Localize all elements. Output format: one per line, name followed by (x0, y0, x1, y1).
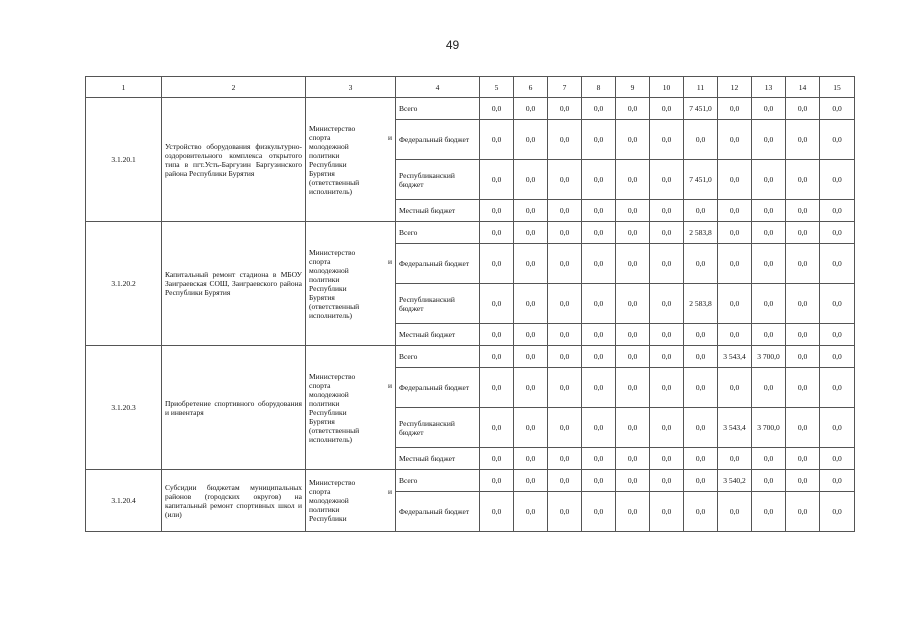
org-line (309, 381, 392, 390)
value-cell: 0,0 (820, 284, 855, 324)
funding-source: Всего (396, 98, 480, 120)
value-cell: 0,0 (718, 200, 752, 222)
org-line: (ответственный (309, 425, 360, 435)
value-cell: 3 543,4 (718, 346, 752, 368)
value-cell: 0,0 (752, 200, 786, 222)
org-line: Бурятия (309, 416, 335, 426)
value-cell: 0,0 (718, 492, 752, 532)
value-cell: 0,0 (548, 324, 582, 346)
org-line: (ответственный (309, 301, 360, 311)
funding-source: Всего (396, 346, 480, 368)
value-cell: 0,0 (480, 244, 514, 284)
value-cell: 0,0 (718, 98, 752, 120)
org-line: политики (309, 398, 340, 408)
value-cell: 0,0 (548, 244, 582, 284)
value-cell: 0,0 (582, 284, 616, 324)
funding-source: Республиканский бюджет (396, 408, 480, 448)
value-cell: 0,0 (480, 368, 514, 408)
value-cell: 0,0 (480, 120, 514, 160)
value-cell: 0,0 (650, 492, 684, 532)
value-cell: 0,0 (820, 368, 855, 408)
column-header: 3 (306, 77, 396, 98)
value-cell: 0,0 (616, 244, 650, 284)
value-cell: 0,0 (684, 120, 718, 160)
value-cell: 0,0 (752, 222, 786, 244)
value-cell: 0,0 (718, 448, 752, 470)
value-cell: 0,0 (786, 160, 820, 200)
column-header: 13 (752, 77, 786, 98)
org-word: и (387, 487, 392, 496)
value-cell: 0,0 (548, 346, 582, 368)
value-cell: 0,0 (480, 200, 514, 222)
org-line: исполнитель) (309, 310, 353, 320)
org-line: Бурятия (309, 168, 335, 178)
value-cell: 0,0 (514, 244, 548, 284)
value-cell: 0,0 (684, 200, 718, 222)
funding-source: Федеральный бюджет (396, 492, 480, 532)
row-code: 3.1.20.2 (86, 222, 162, 346)
org-line: политики (309, 150, 340, 160)
column-header: 1 (86, 77, 162, 98)
value-cell: 0,0 (616, 368, 650, 408)
funding-source: Местный бюджет (396, 324, 480, 346)
org-line: Республики (309, 514, 347, 523)
org-word: спорта (309, 380, 331, 390)
value-cell: 0,0 (786, 346, 820, 368)
value-cell: 0,0 (616, 448, 650, 470)
column-header: 12 (718, 77, 752, 98)
value-cell: 0,0 (514, 98, 548, 120)
value-cell: 0,0 (786, 222, 820, 244)
value-cell: 0,0 (650, 98, 684, 120)
org-line: молодежной (309, 496, 349, 505)
value-cell: 0,0 (650, 120, 684, 160)
value-cell: 0,0 (514, 222, 548, 244)
value-cell: 0,0 (650, 324, 684, 346)
org-line: исполнитель) (309, 186, 353, 196)
value-cell: 0,0 (616, 324, 650, 346)
value-cell: 0,0 (684, 244, 718, 284)
org-line: молодежной (309, 265, 349, 275)
value-cell: 0,0 (616, 408, 650, 448)
row-organization (306, 222, 396, 346)
header-row (86, 77, 855, 98)
org-line (309, 487, 392, 496)
value-cell: 0,0 (820, 244, 855, 284)
value-cell: 0,0 (480, 346, 514, 368)
value-cell: 0,0 (548, 368, 582, 408)
value-cell: 0,0 (752, 368, 786, 408)
value-cell: 0,0 (752, 492, 786, 532)
column-header: 11 (684, 77, 718, 98)
value-cell: 0,0 (514, 448, 548, 470)
value-cell: 0,0 (820, 492, 855, 532)
org-line: молодежной (309, 141, 349, 151)
value-cell: 0,0 (718, 222, 752, 244)
value-cell: 0,0 (514, 284, 548, 324)
org-line: (ответственный (309, 177, 360, 187)
value-cell: 0,0 (514, 160, 548, 200)
value-cell: 0,0 (582, 244, 616, 284)
value-cell: 0,0 (820, 346, 855, 368)
org-line: Республики (309, 283, 347, 293)
value-cell: 0,0 (582, 120, 616, 160)
table-row (86, 98, 855, 120)
value-cell: 0,0 (514, 492, 548, 532)
value-cell: 0,0 (514, 368, 548, 408)
value-cell: 0,0 (650, 346, 684, 368)
value-cell: 0,0 (684, 408, 718, 448)
column-header: 4 (396, 77, 480, 98)
row-name: Устройство оборудования физкультурно-оздоровительного комплекса открытого типа в пгт.Усть-Баргузин Баргузинского района Республики Бурятия (162, 98, 306, 222)
column-header: 2 (162, 77, 306, 98)
org-line: исполнитель) (309, 434, 353, 444)
value-cell: 0,0 (514, 120, 548, 160)
value-cell: 0,0 (650, 284, 684, 324)
row-name: Капитальный ремонт стадиона в МБОУ Заиграевская СОШ, Заиграевского района Республики Бурятия (162, 222, 306, 346)
org-line (309, 133, 392, 142)
row-organization (306, 98, 396, 222)
org-line: Министерство (309, 371, 356, 381)
value-cell: 0,0 (514, 408, 548, 448)
funding-source: Республиканский бюджет (396, 284, 480, 324)
value-cell: 0,0 (548, 200, 582, 222)
row-code: 3.1.20.3 (86, 346, 162, 470)
value-cell: 0,0 (616, 98, 650, 120)
value-cell: 0,0 (684, 346, 718, 368)
value-cell: 0,0 (718, 284, 752, 324)
value-cell: 0,0 (820, 324, 855, 346)
budget-table (85, 76, 855, 532)
row-code: 3.1.20.1 (86, 98, 162, 222)
value-cell: 0,0 (582, 470, 616, 492)
value-cell: 0,0 (480, 492, 514, 532)
value-cell: 3 700,0 (752, 408, 786, 448)
value-cell: 0,0 (684, 448, 718, 470)
value-cell: 0,0 (582, 222, 616, 244)
org-word: спорта (309, 487, 331, 496)
value-cell: 0,0 (820, 120, 855, 160)
row-name: Субсидии бюджетам муниципальных районов (городских округов) на капитальный ремонт спортивных школ и (или) (162, 470, 306, 532)
value-cell: 0,0 (786, 284, 820, 324)
value-cell: 0,0 (752, 470, 786, 492)
value-cell: 0,0 (684, 492, 718, 532)
value-cell: 0,0 (786, 324, 820, 346)
org-line: молодежной (309, 389, 349, 399)
org-word: и (387, 132, 392, 142)
org-line (309, 257, 392, 266)
value-cell: 0,0 (582, 200, 616, 222)
value-cell: 0,0 (548, 98, 582, 120)
value-cell: 0,0 (514, 200, 548, 222)
org-line: Бурятия (309, 292, 335, 302)
value-cell: 0,0 (820, 160, 855, 200)
value-cell: 0,0 (752, 244, 786, 284)
table-row (86, 222, 855, 244)
org-line: Республики (309, 159, 347, 169)
value-cell: 0,0 (616, 470, 650, 492)
value-cell: 0,0 (514, 470, 548, 492)
value-cell: 0,0 (616, 222, 650, 244)
value-cell: 0,0 (820, 98, 855, 120)
value-cell: 0,0 (616, 492, 650, 532)
value-cell: 0,0 (616, 346, 650, 368)
value-cell: 0,0 (752, 160, 786, 200)
org-line: Министерство (309, 123, 356, 133)
value-cell: 0,0 (820, 200, 855, 222)
funding-source: Федеральный бюджет (396, 120, 480, 160)
org-line: Министерство (309, 247, 356, 257)
funding-source: Местный бюджет (396, 448, 480, 470)
value-cell: 0,0 (548, 284, 582, 324)
funding-source: Местный бюджет (396, 200, 480, 222)
column-header: 9 (616, 77, 650, 98)
table-body (86, 77, 855, 532)
value-cell: 0,0 (480, 222, 514, 244)
value-cell: 0,0 (480, 324, 514, 346)
value-cell: 0,0 (480, 408, 514, 448)
value-cell: 2 583,8 (684, 284, 718, 324)
column-header: 5 (480, 77, 514, 98)
funding-source: Федеральный бюджет (396, 368, 480, 408)
value-cell: 0,0 (786, 492, 820, 532)
value-cell: 0,0 (582, 324, 616, 346)
column-header: 14 (786, 77, 820, 98)
column-header: 8 (582, 77, 616, 98)
value-cell: 0,0 (480, 160, 514, 200)
row-name: Приобретение спортивного оборудования и инвентаря (162, 346, 306, 470)
value-cell: 0,0 (514, 346, 548, 368)
org-word: и (387, 380, 392, 390)
value-cell: 0,0 (582, 346, 616, 368)
funding-source: Всего (396, 222, 480, 244)
value-cell: 0,0 (820, 408, 855, 448)
value-cell: 0,0 (718, 244, 752, 284)
org-word: и (387, 256, 392, 266)
value-cell: 0,0 (548, 160, 582, 200)
value-cell: 0,0 (820, 448, 855, 470)
value-cell: 0,0 (480, 470, 514, 492)
value-cell: 0,0 (820, 470, 855, 492)
value-cell: 0,0 (548, 120, 582, 160)
value-cell: 0,0 (684, 470, 718, 492)
row-organization (306, 470, 396, 532)
value-cell: 0,0 (718, 120, 752, 160)
value-cell: 0,0 (582, 98, 616, 120)
value-cell: 3 700,0 (752, 346, 786, 368)
value-cell: 0,0 (650, 470, 684, 492)
value-cell: 0,0 (786, 200, 820, 222)
funding-source: Федеральный бюджет (396, 244, 480, 284)
value-cell: 0,0 (582, 448, 616, 470)
org-line: Республики (309, 407, 347, 417)
value-cell: 0,0 (548, 492, 582, 532)
value-cell: 0,0 (548, 470, 582, 492)
value-cell: 0,0 (786, 120, 820, 160)
org-line: политики (309, 505, 340, 514)
value-cell: 0,0 (786, 98, 820, 120)
value-cell: 0,0 (650, 222, 684, 244)
funding-source: Всего (396, 470, 480, 492)
value-cell: 0,0 (684, 324, 718, 346)
value-cell: 0,0 (786, 244, 820, 284)
value-cell: 2 583,8 (684, 222, 718, 244)
org-line: Министерство (309, 478, 356, 487)
table-row (86, 346, 855, 368)
value-cell: 7 451,0 (684, 98, 718, 120)
value-cell: 0,0 (752, 284, 786, 324)
value-cell: 0,0 (752, 98, 786, 120)
value-cell: 0,0 (650, 448, 684, 470)
column-header: 6 (514, 77, 548, 98)
value-cell: 0,0 (684, 368, 718, 408)
value-cell: 0,0 (582, 408, 616, 448)
value-cell: 0,0 (548, 408, 582, 448)
value-cell: 3 543,4 (718, 408, 752, 448)
value-cell: 0,0 (616, 160, 650, 200)
column-header: 10 (650, 77, 684, 98)
value-cell: 0,0 (650, 244, 684, 284)
value-cell: 0,0 (786, 408, 820, 448)
value-cell: 0,0 (616, 200, 650, 222)
value-cell: 0,0 (786, 448, 820, 470)
value-cell: 0,0 (582, 160, 616, 200)
value-cell: 0,0 (548, 222, 582, 244)
value-cell: 0,0 (480, 448, 514, 470)
value-cell: 0,0 (650, 368, 684, 408)
value-cell: 0,0 (582, 492, 616, 532)
value-cell: 0,0 (718, 368, 752, 408)
value-cell: 0,0 (718, 160, 752, 200)
value-cell: 0,0 (752, 448, 786, 470)
value-cell: 0,0 (650, 160, 684, 200)
value-cell: 0,0 (480, 98, 514, 120)
value-cell: 0,0 (820, 222, 855, 244)
value-cell: 0,0 (616, 284, 650, 324)
value-cell: 0,0 (752, 324, 786, 346)
table-row (86, 470, 855, 492)
value-cell: 0,0 (480, 284, 514, 324)
row-code: 3.1.20.4 (86, 470, 162, 532)
value-cell: 0,0 (514, 324, 548, 346)
row-organization (306, 346, 396, 470)
value-cell: 0,0 (650, 200, 684, 222)
org-word: спорта (309, 256, 331, 266)
value-cell: 0,0 (786, 368, 820, 408)
value-cell: 0,0 (786, 470, 820, 492)
value-cell: 0,0 (582, 368, 616, 408)
value-cell: 0,0 (752, 120, 786, 160)
funding-source: Республиканский бюджет (396, 160, 480, 200)
column-header: 15 (820, 77, 855, 98)
org-line: политики (309, 274, 340, 284)
value-cell: 0,0 (650, 408, 684, 448)
value-cell: 3 540,2 (718, 470, 752, 492)
value-cell: 0,0 (548, 448, 582, 470)
org-word: спорта (309, 132, 331, 142)
column-header: 7 (548, 77, 582, 98)
value-cell: 7 451,0 (684, 160, 718, 200)
value-cell: 0,0 (718, 324, 752, 346)
page-number: 49 (445, 38, 460, 52)
value-cell: 0,0 (616, 120, 650, 160)
